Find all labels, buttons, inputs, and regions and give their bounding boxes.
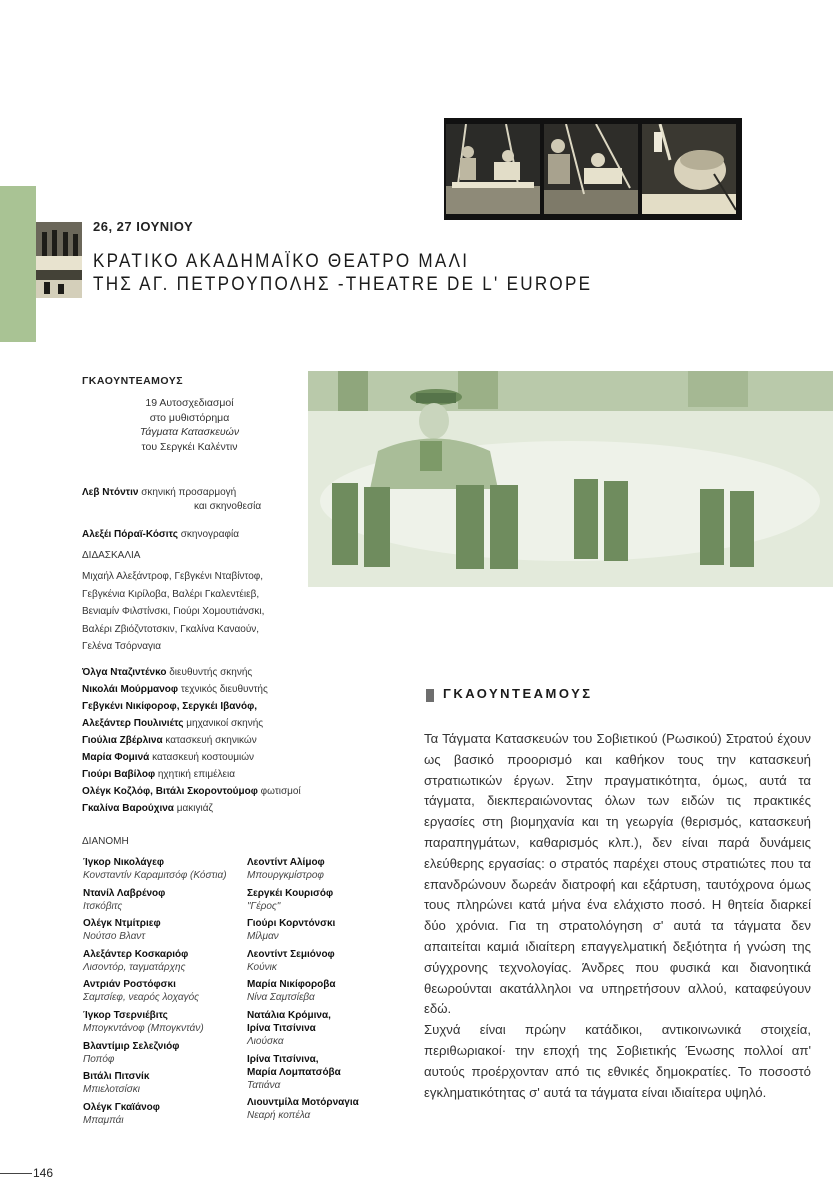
credit-role: σκηνική προσαρμογή	[141, 487, 237, 498]
set-design-credit	[82, 528, 297, 542]
actor-name: Ιρίνα Τιτσίνινα,	[247, 1053, 319, 1065]
role-name: Ποπόφ	[83, 1053, 115, 1065]
green-accent-band	[0, 186, 36, 342]
role-name: Σαμτσίεφ, νεαρός λοχαγός	[83, 992, 200, 1004]
header-thumbnail	[36, 222, 82, 298]
teachers-line: Βενιαμίν Φιλστίνσκι, Γιούρι Χομουτιάνσκι,	[82, 606, 265, 618]
teachers-line: Μιχαήλ Αλεξάντροφ, Γεβγκένι Νταβίντοφ,	[82, 571, 264, 582]
actor-name: Μαρία Νικίφοροβα	[247, 979, 336, 991]
role-name: Μπιελοτσίσκι	[83, 1084, 140, 1096]
actor-name: Ολέγκ Ντμίτριεφ	[83, 918, 161, 930]
production-photo-soldier	[308, 371, 833, 587]
teachers-line: Γελένα Τσόρναγια	[82, 641, 162, 653]
credit-name: Λεβ Ντόντιν	[82, 487, 139, 498]
play-desc-line: του Σεργκέι Καλέντιν	[141, 440, 238, 453]
credit-name: Αλεξέι Πόραϊ-Κόσιτς	[82, 529, 178, 540]
director-credit	[82, 486, 297, 514]
actor-name: Ιρίνα Τιτσίνινα	[247, 1022, 316, 1034]
actor-name: Ολέγκ Γκαϊάνοφ	[83, 1101, 160, 1113]
photo-frame-1	[446, 124, 540, 214]
crew-row	[82, 749, 372, 766]
teachers-label: ΔΙΔΑΣΚΑΛΙΑ	[82, 550, 141, 561]
article-paragraph: Τα Τάγματα Κατασκευών του Σοβιετικού (Ρωσικού) Στρατού έχουν ως βασικό προορισμό και καθήκον τους την κατασκευή στρατιωτικών έργων. Στην πραγματικότητα, όμως, αυτά τα τάγματα, διεκπεραιώνοντας όλων των ειδών τις πρακτικές εργασίες στη βιομηχανία και τη γεωργία (θερισμός, κατασκευή παραπηγμάτων, καθαρισμός κλπ.), δεν είναι παρά δυνάμεις ελεύθερης εργασίας: ο στρατός παρέχει στους στρατιώτες που τα επανδρώνουν δωρεάν διατροφή και εξάρτυση, ταυτόχρονα όμως τους πληρώνει κατά μήνα ένα ελάχιστο ποσό. Η θητεία διαρκεί δύο χρόνια. Για τη στρατολόγηση σ' αυτά τα τάγματα δεν απαιτείται καμιά ιδιαίτερη επαγγελματική δεξιότητα ή γνώση της σύγχρονης τεχνολογίας. Άνδρες που φυσικά και διανοητικά θεωρούνται ακατάλληλοι να υπηρετήσουν αλλού, καταφεύγουν εδώ.	[424, 731, 811, 1017]
actor-name: Ίγκορ Τσερνιέβιτς	[83, 1009, 168, 1021]
actor-name: Λιουντμίλα Μοτόρναγια	[247, 1097, 359, 1109]
actor-name: Ίγκορ Νικολάγεφ	[83, 857, 165, 868]
teachers-line: Γεβγκένια Κιρίλοβα, Βαλέρι Γκαλεντέιεβ,	[82, 588, 260, 600]
actor-name: Βιτάλι Πιτσνίκ	[83, 1071, 150, 1083]
photo-frame-2	[544, 124, 638, 214]
article-paragraph: Συχνά είναι πρώην κατάδικοι, αντικοινωνικά στοιχεία, περιθωριακοί· την εποχή της Σοβιετικής Ένωσης πολλοί απ' αυτούς προέρχονταν από τις εθνικές δημοκρατίες. Το ποσοστό εγκληματικότητας σ' αυτά τα τάγματα είναι ιδιαίτερα υψηλό.	[424, 1022, 811, 1100]
crew-name: Ολέγκ Κοζλόφ, Βιτάλι Σκοροντούμοφ	[82, 786, 258, 797]
role-name: Κούνικ	[247, 961, 277, 973]
role-name: Λισοντόρ, ταγματάρχης	[83, 961, 186, 973]
crew-name: Γιούλια Ζβέρλινα	[82, 735, 163, 746]
teachers-list	[82, 568, 297, 656]
role-name: Τατιάνα	[247, 1079, 281, 1091]
crew-role: κατασκευή σκηνικών	[165, 735, 257, 746]
play-desc-line: 19 Αυτοσχεδιασμοί	[145, 397, 234, 409]
crew-name: Αλεξάντερ Πουλινιέτς	[82, 718, 184, 729]
role-name: Μπαμπάι	[83, 1114, 124, 1126]
photo-frame-3	[642, 124, 736, 214]
crew-row	[82, 732, 372, 749]
crew-row	[82, 766, 372, 783]
article-heading: ΓΚΑΟΥΝΤΕΑΜΟΥΣ	[443, 686, 593, 701]
article-body	[424, 729, 811, 1103]
crew-row	[82, 783, 372, 800]
crew-row	[82, 681, 372, 698]
play-description	[82, 396, 297, 454]
actor-name: Λεοντίντ Αλίμοφ	[247, 857, 325, 868]
crew-credits	[82, 664, 372, 817]
crew-name: Γκαλίνα Βαρούχινα	[82, 803, 174, 814]
cast-label: ΔΙΑΝΟΜΗ	[82, 836, 129, 847]
actor-name: Αλεξάντερ Κοσκαριόφ	[83, 948, 189, 960]
actor-name: Γιούρι Κορντόνσκι	[247, 918, 336, 930]
crew-row	[82, 698, 372, 715]
crew-role: διευθυντής σκηνής	[169, 667, 253, 678]
company-title-line-1: ΚΡΑΤΙΚΟ ΑΚΑΔΗΜΑΪΚΟ ΘΕΑΤΡΟ ΜΑΛΙ	[93, 251, 470, 272]
crew-role: φωτισμοί	[260, 786, 301, 797]
credit-role: και σκηνοθεσία	[194, 501, 262, 512]
role-name: Νίνα Σαμτσίεβα	[247, 992, 315, 1004]
crew-name: Γεβγκένι Νικίφοροφ, Σεργκέι Ιβανόφ,	[82, 701, 258, 712]
play-desc-line: στο μυθιστόρημα	[149, 411, 230, 424]
actor-name: Νατάλια Κρόμινα,	[247, 1009, 331, 1021]
crew-row	[82, 715, 372, 732]
role-name: Μπογκντάνοφ (Μπογκντάν)	[83, 1022, 204, 1034]
cast-column-2	[247, 856, 417, 1127]
role-name: Νεαρή κοπέλα	[247, 1110, 311, 1122]
crew-name: Όλγα Νταζιντένκο	[82, 667, 167, 678]
play-title: ΓΚΑΟΥΝΤΕΑΜΟΥΣ	[82, 375, 184, 387]
role-name: Κονσταντίν Καραμιτσόφ (Κόστια)	[83, 870, 227, 881]
crew-row	[82, 800, 372, 817]
credit-role: σκηνογραφία	[180, 529, 239, 540]
page-number: 146	[33, 1166, 54, 1180]
teachers-line: Βαλέρι Ζβιόζντοτσκιν, Γκαλίνα Καναούν,	[82, 623, 260, 635]
crew-role: μηχανικοί σκηνής	[186, 718, 264, 729]
crew-name: Νικολάι Μούρμανοφ	[82, 684, 179, 695]
crew-role: μακιγιάζ	[176, 803, 213, 814]
role-name: Μίλμαν	[247, 931, 279, 943]
actor-name: Σεργκέι Κουρισόφ	[247, 887, 334, 899]
production-photo-strip	[444, 118, 742, 220]
actor-name: Λεοντίντ Σεμιόνοφ	[247, 948, 335, 960]
actor-name: Αντριάν Ροστόφσκι	[83, 979, 176, 991]
role-name: Μπουργκμίστροφ	[247, 870, 324, 881]
role-name: Ιτσκόβιτς	[83, 900, 123, 912]
role-name: Λιούσκα	[247, 1035, 284, 1047]
crew-name: Μαρία Φομινά	[82, 752, 150, 763]
crew-role: κατασκευή κοστουμιών	[152, 752, 255, 763]
crew-role: τεχνικός διευθυντής	[180, 684, 268, 695]
actor-name: Μαρία Λομπατσόβα	[247, 1066, 341, 1078]
cast-column-1	[83, 856, 253, 1131]
actor-name: Ντανίλ Λαβρένοφ	[83, 887, 166, 899]
actor-name: Βλαντίμιρ Σελεζνιόφ	[83, 1040, 180, 1052]
section-marker	[426, 689, 434, 702]
crew-name: Γιούρι Βαβίλοφ	[82, 769, 156, 780]
company-title-line-2: ΤΗΣ ΑΓ. ΠΕΤΡΟΥΠΟΛΗΣ -THEATRE DE L' EUROPE	[93, 274, 593, 295]
page-number-rule	[0, 1173, 32, 1174]
crew-row	[82, 664, 372, 681]
role-name: "Γέρος"	[247, 900, 281, 912]
performance-date: 26, 27 ΙΟΥΝΙΟΥ	[93, 219, 194, 234]
novel-title: Τάγματα Κατασκευών	[139, 426, 240, 438]
role-name: Νούτσο Βλαντ	[83, 931, 146, 943]
crew-role: ηχητική επιμέλεια	[157, 769, 236, 780]
